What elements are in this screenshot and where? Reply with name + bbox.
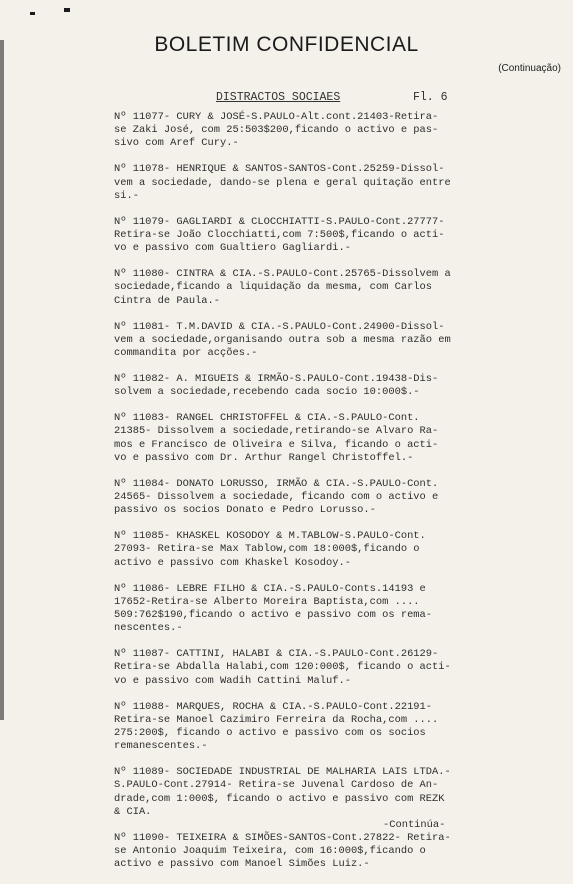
entry-11080: Nº 11080- CINTRA & CIA.-S.PAULO-Cont.25765-Dissolvem a sociedade,ficando a liquidação da mesma, com Carlos Cintra de Paula.- [114, 268, 451, 307]
section-title: DISTRACTOS SOCIAES [216, 91, 341, 104]
entry-11088: Nº 11088- MARQUES, ROCHA & CIA.-S.PAULO-Cont.22191- Retira-se Manoel Cazimiro Ferreira da Rocha,com .... 275:200$, ficando o activo e passivo com os socios remanescentes.- [114, 700, 439, 753]
entry-11078: Nº 11078- HENRIQUE & SANTOS-SANTOS-Cont.25259-Dissol- vem a sociedade, dando-se plena e geral quitação entre si.- [114, 163, 451, 202]
entry-11083: Nº 11083- RANGEL CHRISTOFFEL & CIA.-S.PAULO-Cont. 21385- Dissolvem a sociedade,retirando-se Alvaro Ra- mos e Francisco de Oliveira e Silva, ficando o acti- vo e passivo com Dr. Arthur Rangel Christoffel.- [114, 412, 439, 464]
entry-11081: Nº 11081- T.M.DAVID & CIA.-S.PAULO-Cont.24900-Dissol- vem a sociedade,organisando outra sob a mesma razão em commandita por acções.- [114, 320, 451, 360]
scan-edge-mark [0, 40, 4, 720]
sheet-number: Fl. 6 [413, 91, 448, 104]
entry-11079: Nº 11079- GAGLIARDI & CLOCCHIATTI-S.PAULO-Cont.27777- Retira-se João Clocchiatti,com 7:500$,ficando o acti- vo e passivo com Gualtiero Gagliardi.- [114, 215, 445, 255]
entry-11085: Nº 11085- KHASKEL KOSODOY & M.TABLOW-S.PAULO-Cont. 27093- Retira-se Max Tablow,com 18:000$,ficando o activo e passivo com Khaskel Kosodoy.- [114, 530, 426, 569]
entry-11090: Nº 11090- TEIXEIRA & SIMÕES-SANTOS-Cont.27822- Retira- se Antonio Joaquim Teixeira, com 16:000$,ficando o activo e passivo com Manoel Simões Luiz.- [114, 831, 451, 871]
continues-marker: -Continúa- [383, 819, 446, 831]
scan-speck [64, 8, 70, 12]
entry-11086: Nº 11086- LEBRE FILHO & CIA.-S.PAULO-Conts.14193 e 17652-Retira-se Alberto Moreira Baptista,com .... 509:762$190,ficando o activo e passivo com os rema- nescentes.- [114, 582, 433, 635]
entry-11082: Nº 11082- A. MIGUEIS & IRMÃO-S.PAULO-Cont.19438-Dis- solvem a sociedade,recebendo cada socio 10:000$.- [114, 373, 439, 399]
entry-11084: Nº 11084- DONATO LORUSSO, IRMÃO & CIA.-S.PAULO-Cont. 24565- Dissolvem a sociedade, ficando com o activo e passivo os socios Donato e Pedro Lorusso.- [114, 477, 439, 517]
page-title: BOLETIM CONFIDENCIAL [154, 33, 419, 56]
entry-11089: Nº 11089- SOCIEDADE INDUSTRIAL DE MALHARIA LAIS LTDA.- S.PAULO-Cont.27914- Retira-se Juvenal Cardoso de An- drade,com 1:000$, ficando o activo e passivo com REZK & CIA. [114, 766, 451, 818]
scan-speck [30, 12, 35, 15]
continuation-label: (Continuação) [498, 63, 561, 74]
entry-11077: Nº 11077- CURY & JOSÉ-S.PAULO-Alt.cont.21403-Retira- se Zaki José, com 25:503$200,ficando o activo e pas- sivo com Aref Cury.- [114, 111, 439, 150]
entries-list [114, 111, 564, 884]
entry-11087: Nº 11087- CATTINI, HALABI & CIA.-S.PAULO-Cont.26129- Retira-se Abdalla Halabi,com 120:000$, ficando o acti- vo e passivo com Wadih Cattini Maluf.- [114, 648, 451, 687]
